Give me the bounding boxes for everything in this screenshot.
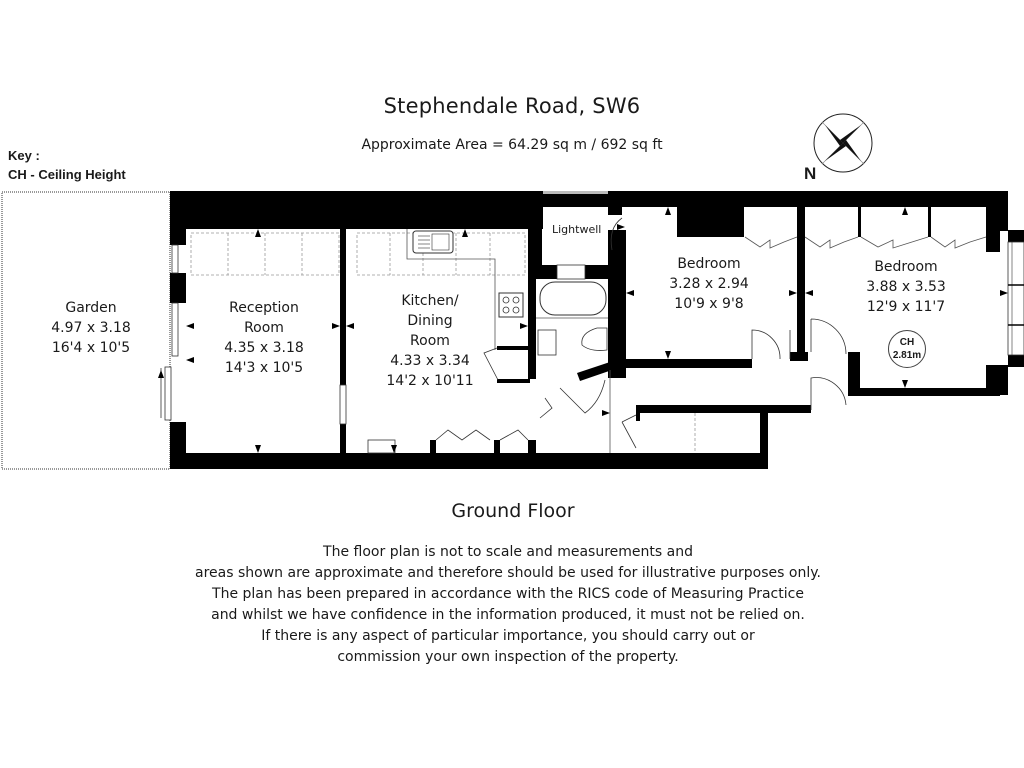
room-label-bedroom-1 (669, 254, 749, 314)
room-label-bedroom-2 (866, 257, 946, 317)
ceiling-height-value: 2.81m (892, 350, 922, 361)
room-name: Garden (65, 300, 117, 316)
sink-icon (413, 231, 453, 253)
room-metric: 4.33 x 3.34 (390, 353, 470, 369)
disclaimer-line: The plan has been prepared in accordance with the RICS code of Measuring Practice (212, 586, 804, 602)
disclaimer-line: and whilst we have confidence in the information produced, it must not be relied on. (211, 607, 805, 623)
disclaimer-line: commission your own inspection of the property. (337, 649, 679, 665)
bath-icon (540, 282, 606, 315)
disclaimer (0, 542, 1016, 668)
key-entry-ceiling-height: CH - Ceiling Height (8, 167, 126, 182)
room-name-line2: Room (244, 320, 284, 336)
disclaimer-line: If there is any aspect of particular importance, you should carry out or (261, 628, 755, 644)
north-label: N (804, 164, 817, 183)
room-metric: 4.35 x 3.18 (224, 340, 304, 356)
room-label-reception (224, 298, 304, 378)
room-name-line2: Dining (407, 313, 453, 329)
room-imperial: 16'4 x 10'5 (51, 340, 131, 356)
room-metric: 3.28 x 2.94 (669, 276, 749, 292)
room-name: Bedroom (677, 256, 741, 272)
floor-label: Ground Floor (451, 500, 575, 522)
room-name-line3: Room (410, 333, 450, 349)
ceiling-height-badge (888, 330, 926, 368)
room-imperial: 14'2 x 10'11 (386, 373, 474, 389)
room-imperial: 12'9 x 11'7 (866, 299, 946, 315)
disclaimer-line: areas shown are approximate and therefore should be used for illustrative purposes only. (195, 565, 821, 581)
room-name-line1: Reception (229, 300, 299, 316)
disclaimer-line: The floor plan is not to scale and measurements and (323, 544, 693, 560)
lightwell-label: Lightwell (552, 223, 602, 236)
basin-icon (538, 330, 556, 355)
room-imperial: 10'9 x 9'8 (674, 296, 744, 312)
approximate-area: Approximate Area = 64.29 sq m / 692 sq ft (361, 137, 663, 153)
room-label-kitchen-dining (386, 291, 473, 391)
room-imperial: 14'3 x 10'5 (224, 360, 304, 376)
key-title: Key : (8, 148, 40, 163)
toilet-icon (582, 328, 607, 350)
hob-icon (499, 293, 523, 317)
room-metric: 3.88 x 3.53 (866, 279, 946, 295)
room-name: Bedroom (874, 259, 938, 275)
room-metric: 4.97 x 3.18 (51, 320, 131, 336)
property-title: Stephendale Road, SW6 (383, 94, 641, 118)
room-name-line1: Kitchen/ (401, 293, 459, 309)
ceiling-height-label: CH (899, 337, 915, 348)
room-label-garden (51, 298, 131, 358)
